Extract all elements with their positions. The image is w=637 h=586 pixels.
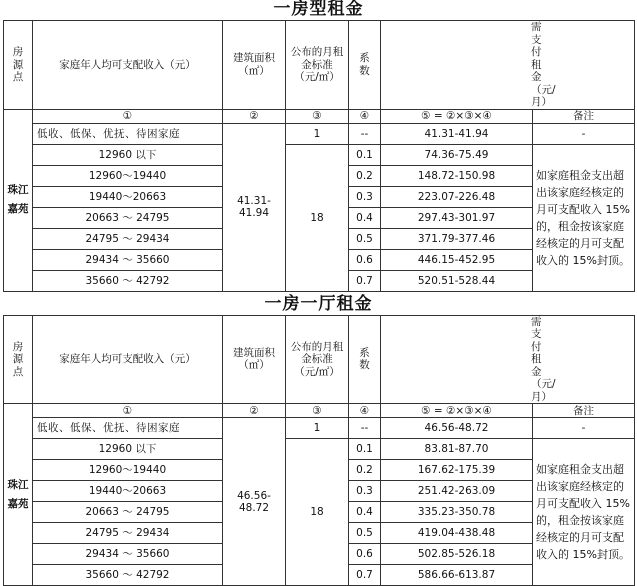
income-cell: 35660 ～ 42792 [33,270,223,291]
column-number: ③ [286,404,349,418]
coef-cell: 0.1 [349,439,381,460]
table-title: 一房一厅租金 [0,295,637,315]
rent-cell: 335.23-350.78 [381,502,533,523]
income-cell: 29434 ～ 35660 [33,544,223,565]
rent-table [3,20,635,292]
income-cell: 35660 ～ 42792 [33,565,223,586]
column-number: ④ [349,404,381,418]
header-source: 房源点 [4,315,33,404]
coef-cell: 0.6 [349,544,381,565]
header-row [4,21,635,110]
column-number: ③ [286,109,349,123]
area-cell: 46.56-48.72 [223,418,286,586]
coef-cell: 0.6 [349,249,381,270]
income-cell: 12960～19440 [33,460,223,481]
standard-cell: 18 [286,144,349,291]
income-cell: 19440～20663 [33,481,223,502]
column-number: 备注 [533,404,635,418]
rent-cell: 419.04-438.48 [381,523,533,544]
rent-cell: 251.42-263.09 [381,481,533,502]
income-cell: 24795 ～ 29434 [33,523,223,544]
income-cell: 低收、低保、优抚、待困家庭 [33,123,223,144]
column-number: ⑤ = ②×③×④ [381,109,533,123]
column-number-row [4,109,635,123]
rent-cell: 586.66-613.87 [381,565,533,586]
rent-cell: 446.15-452.95 [381,249,533,270]
standard-cell: 1 [286,418,349,439]
rent-cell: 502.85-526.18 [381,544,533,565]
remark-cell: - [533,123,635,144]
header-area: 建筑面积（㎡） [223,21,286,110]
table-row [4,418,635,439]
column-number: ④ [349,109,381,123]
table-row [4,123,635,144]
table-title: 一房型租金 [0,0,637,20]
header-row [4,315,635,404]
coef-cell: 0.1 [349,144,381,165]
income-cell: 19440～20663 [33,186,223,207]
rent-cell: 297.43-301.97 [381,207,533,228]
table-row [4,144,635,165]
income-cell: 24795 ～ 29434 [33,228,223,249]
rent-cell: 46.56-48.72 [381,418,533,439]
note-cell: 如家庭租金支出超出该家庭经核定的月可支配收入 15%的，租金按该家庭经核定的月可支配收入的 15%封顶。 [533,144,635,291]
column-number-row [4,404,635,418]
column-number: ① [33,109,223,123]
header-area: 建筑面积（㎡） [223,315,286,404]
rent-cell: 74.36-75.49 [381,144,533,165]
income-cell: 20663 ～ 24795 [33,502,223,523]
rent-cell: 148.72-150.98 [381,165,533,186]
area-cell: 41.31-41.94 [223,123,286,291]
coef-cell: 0.4 [349,207,381,228]
note-cell: 如家庭租金支出超出该家庭经核定的月可支配收入 15%的，租金按该家庭经核定的月可支配收入的 15%封顶。 [533,439,635,586]
coef-cell: 0.7 [349,270,381,291]
income-cell: 12960～19440 [33,165,223,186]
income-cell: 低收、低保、优抚、待困家庭 [33,418,223,439]
remark-cell: - [533,418,635,439]
column-number: 备注 [533,109,635,123]
rent-cell: 520.51-528.44 [381,270,533,291]
coef-cell: -- [349,123,381,144]
coef-cell: -- [349,418,381,439]
income-cell: 12960 以下 [33,144,223,165]
header-income: 家庭年人均可支配收入（元） [33,21,223,110]
standard-cell: 18 [286,439,349,586]
coef-cell: 0.2 [349,460,381,481]
rent-cell: 41.31-41.94 [381,123,533,144]
column-number: ② [223,109,286,123]
header-standard: 公布的月租金标准（元/㎡） [286,315,349,404]
header-rent: 需支付租金（元/月） [381,21,635,110]
header-income: 家庭年人均可支配收入（元） [33,315,223,404]
coef-cell: 0.5 [349,523,381,544]
income-cell: 29434 ～ 35660 [33,249,223,270]
header-rent: 需支付租金（元/月） [381,315,635,404]
table-row [4,439,635,460]
income-cell: 20663 ～ 24795 [33,207,223,228]
coef-cell: 0.7 [349,565,381,586]
income-cell: 12960 以下 [33,439,223,460]
source-name: 珠江嘉苑 [4,404,33,586]
source-name: 珠江嘉苑 [4,109,33,291]
rent-cell: 223.07-226.48 [381,186,533,207]
rent-cell: 167.62-175.39 [381,460,533,481]
coef-cell: 0.4 [349,502,381,523]
rent-cell: 371.79-377.46 [381,228,533,249]
coef-cell: 0.3 [349,186,381,207]
column-number: ⑤ = ②×③×④ [381,404,533,418]
header-source: 房源点 [4,21,33,110]
coef-cell: 0.3 [349,481,381,502]
coef-cell: 0.2 [349,165,381,186]
column-number: ② [223,404,286,418]
header-coef: 系数 [349,315,381,404]
coef-cell: 0.5 [349,228,381,249]
rent-cell: 83.81-87.70 [381,439,533,460]
header-standard: 公布的月租金标准（元/㎡） [286,21,349,110]
rent-table [3,315,635,586]
standard-cell: 1 [286,123,349,144]
column-number: ① [33,404,223,418]
header-coef: 系数 [349,21,381,110]
